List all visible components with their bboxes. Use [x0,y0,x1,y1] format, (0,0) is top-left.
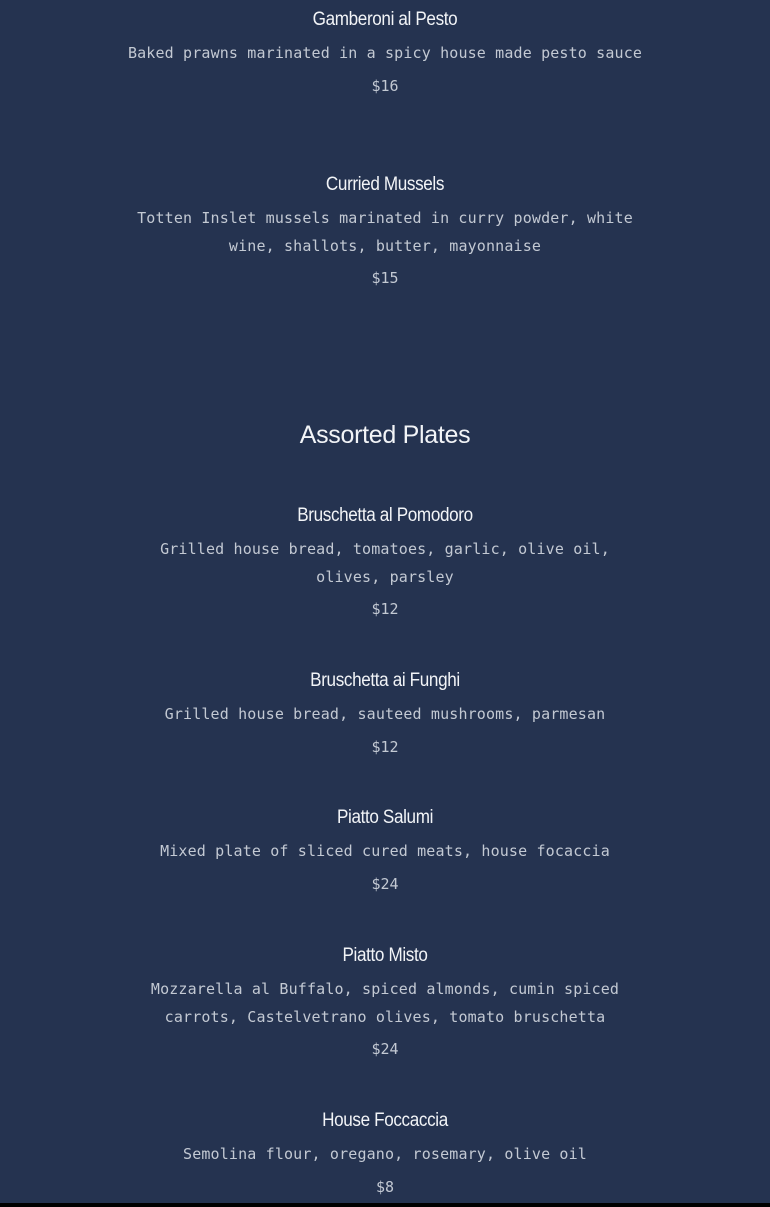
item-description: Grilled house bread, sauteed mushrooms, parmesan [164,705,606,723]
item-price: $15 [371,269,399,287]
menu-item [0,943,770,1059]
menu-item [0,1108,770,1197]
item-description: Totten Inslet mussels marinated in curry powder, white wine, shallots, butter, mayonnaise [137,209,633,255]
item-name: Bruschetta ai Funghi [310,670,460,691]
item-description: Mixed plate of sliced cured meats, house focaccia [160,842,610,860]
item-description: Mozzarella al Buffalo, spiced almonds, cumin spiced carrots, Castelvetrano olives, tomato bruschetta [150,980,620,1026]
menu-item [0,668,770,757]
item-name: Piatto Misto [342,945,428,966]
item-price: $8 [375,1177,395,1196]
section-title: Assorted Plates [299,421,471,449]
menu-item [0,503,770,619]
item-price: $24 [371,874,399,893]
item-name: Curried Mussels [325,174,445,195]
item-price: $12 [371,737,399,756]
item-description: Baked prawns marinated in a spicy house made pesto sauce [127,44,643,62]
item-name: Gamberoni al Pesto [312,9,458,30]
item-price: $12 [371,600,399,618]
item-name: Bruschetta al Pomodoro [297,505,473,526]
item-price: $24 [371,1040,399,1058]
item-name: Piatto Salumi [336,807,434,828]
menu-item [0,172,770,288]
item-description: Grilled house bread, tomatoes, garlic, olive oil, olives, parsley [160,540,610,586]
item-price: $16 [371,76,399,95]
item-description: Semolina flour, oregano, rosemary, olive oil [183,1145,587,1163]
item-name: House Foccaccia [322,1110,448,1131]
menu-item [0,805,770,894]
menu-item [0,7,770,96]
